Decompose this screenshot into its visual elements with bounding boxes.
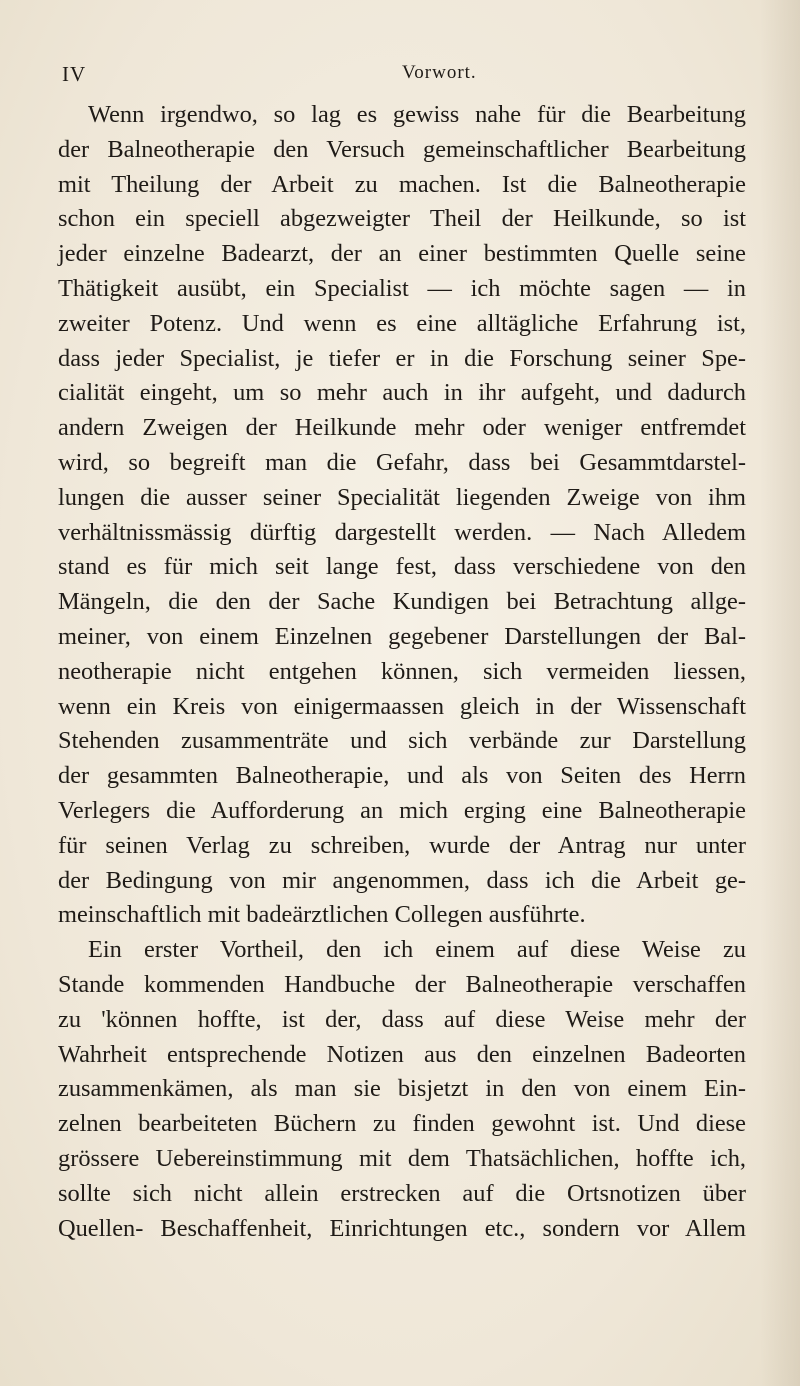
text-line: stand es für mich seit lange fest, dass verschiedene von den bbox=[58, 553, 746, 581]
text-line: für seinen Verlag zu schreiben, wurde der Antrag nur unter bbox=[58, 831, 746, 859]
text-line: der Balneotherapie den Versuch gemeinschaftlicher Bearbeitung bbox=[58, 135, 746, 163]
text-line: neotherapie nicht entgehen können, sich vermeiden liessen, bbox=[58, 657, 746, 685]
text-line: der Bedingung von mir angenommen, dass ich die Arbeit ge- bbox=[58, 866, 746, 894]
text-line: verhältnissmässig dürftig dargestellt werden. — Nach Alledem bbox=[58, 518, 746, 546]
text-line: Ein erster Vortheil, den ich einem auf diese Weise zu bbox=[88, 936, 746, 964]
text-line: zu 'können hoffte, ist der, dass auf diese Weise mehr der bbox=[58, 1005, 746, 1033]
text-line: Verlegers die Aufforderung an mich erging eine Balneotherapie bbox=[58, 796, 746, 824]
text-line: Mängeln, die den der Sache Kundigen bei Betrachtung allge- bbox=[58, 588, 746, 616]
text-line: Quellen- Beschaffenheit, Einrichtungen etc., sondern vor Allem bbox=[58, 1214, 746, 1242]
text-line: wird, so begreift man die Gefahr, dass bei Gesammtdarstel- bbox=[58, 448, 746, 476]
paragraph bbox=[58, 933, 746, 1246]
text-line: zweiter Potenz. Und wenn es eine alltägliche Erfahrung ist, bbox=[58, 309, 746, 337]
text-line: schon ein speciell abgezweigter Theil der Heilkunde, so ist bbox=[58, 205, 746, 233]
text-line: Thätigkeit ausübt, ein Specialist — ich möchte sagen — in bbox=[58, 274, 746, 302]
text-line: Stande kommenden Handbuche der Balneotherapie verschaffen bbox=[58, 970, 746, 998]
paragraph bbox=[58, 98, 746, 933]
text-line: zelnen bearbeiteten Büchern zu finden gewohnt ist. Und diese bbox=[58, 1110, 746, 1138]
text-line: sollte sich nicht allein erstrecken auf die Ortsnotizen über bbox=[58, 1179, 746, 1207]
page-header bbox=[62, 18, 742, 86]
text-line: andern Zweigen der Heilkunde mehr oder weniger entfremdet bbox=[58, 414, 746, 442]
text-line: Stehenden zusammenträte und sich verbände zur Darstellung bbox=[58, 727, 746, 755]
page-edge-shadow bbox=[760, 0, 800, 1386]
text-line: grössere Uebereinstimmung mit dem Thatsächlichen, hoffte ich, bbox=[58, 1144, 746, 1172]
running-head: Vorwort. bbox=[402, 62, 477, 83]
text-line: zusammenkämen, als man sie bisjetzt in den von einem Ein- bbox=[58, 1075, 746, 1103]
text-line: wenn ein Kreis von einigermaassen gleich in der Wissenschaft bbox=[58, 692, 746, 720]
text-line: der gesammten Balneotherapie, und als von Seiten des Herrn bbox=[58, 762, 746, 790]
text-line: Wahrheit entsprechende Notizen aus den einzelnen Badeorten bbox=[58, 1040, 746, 1068]
text-line: jeder einzelne Badearzt, der an einer bestimmten Quelle seine bbox=[58, 240, 746, 268]
text-line: Wenn irgendwo, so lag es gewiss nahe für die Bearbeitung bbox=[88, 101, 746, 128]
page-number: IV bbox=[62, 62, 87, 86]
text-line: mit Theilung der Arbeit zu machen. Ist die Balneotherapie bbox=[58, 170, 746, 198]
text-line: dass jeder Specialist, je tiefer er in die Forschung seiner Spe- bbox=[58, 344, 746, 372]
text-line: meinschaftlich mit badeärztlichen Collegen ausführte. bbox=[58, 901, 586, 929]
text-line: cialität eingeht, um so mehr auch in ihr aufgeht, und dadurch bbox=[58, 379, 746, 407]
text-line: meiner, von einem Einzelnen gegebener Darstellungen der Bal- bbox=[58, 622, 746, 650]
text-line: lungen die ausser seiner Specialität liegenden Zweige von ihm bbox=[58, 483, 746, 511]
body-text bbox=[58, 98, 746, 1246]
